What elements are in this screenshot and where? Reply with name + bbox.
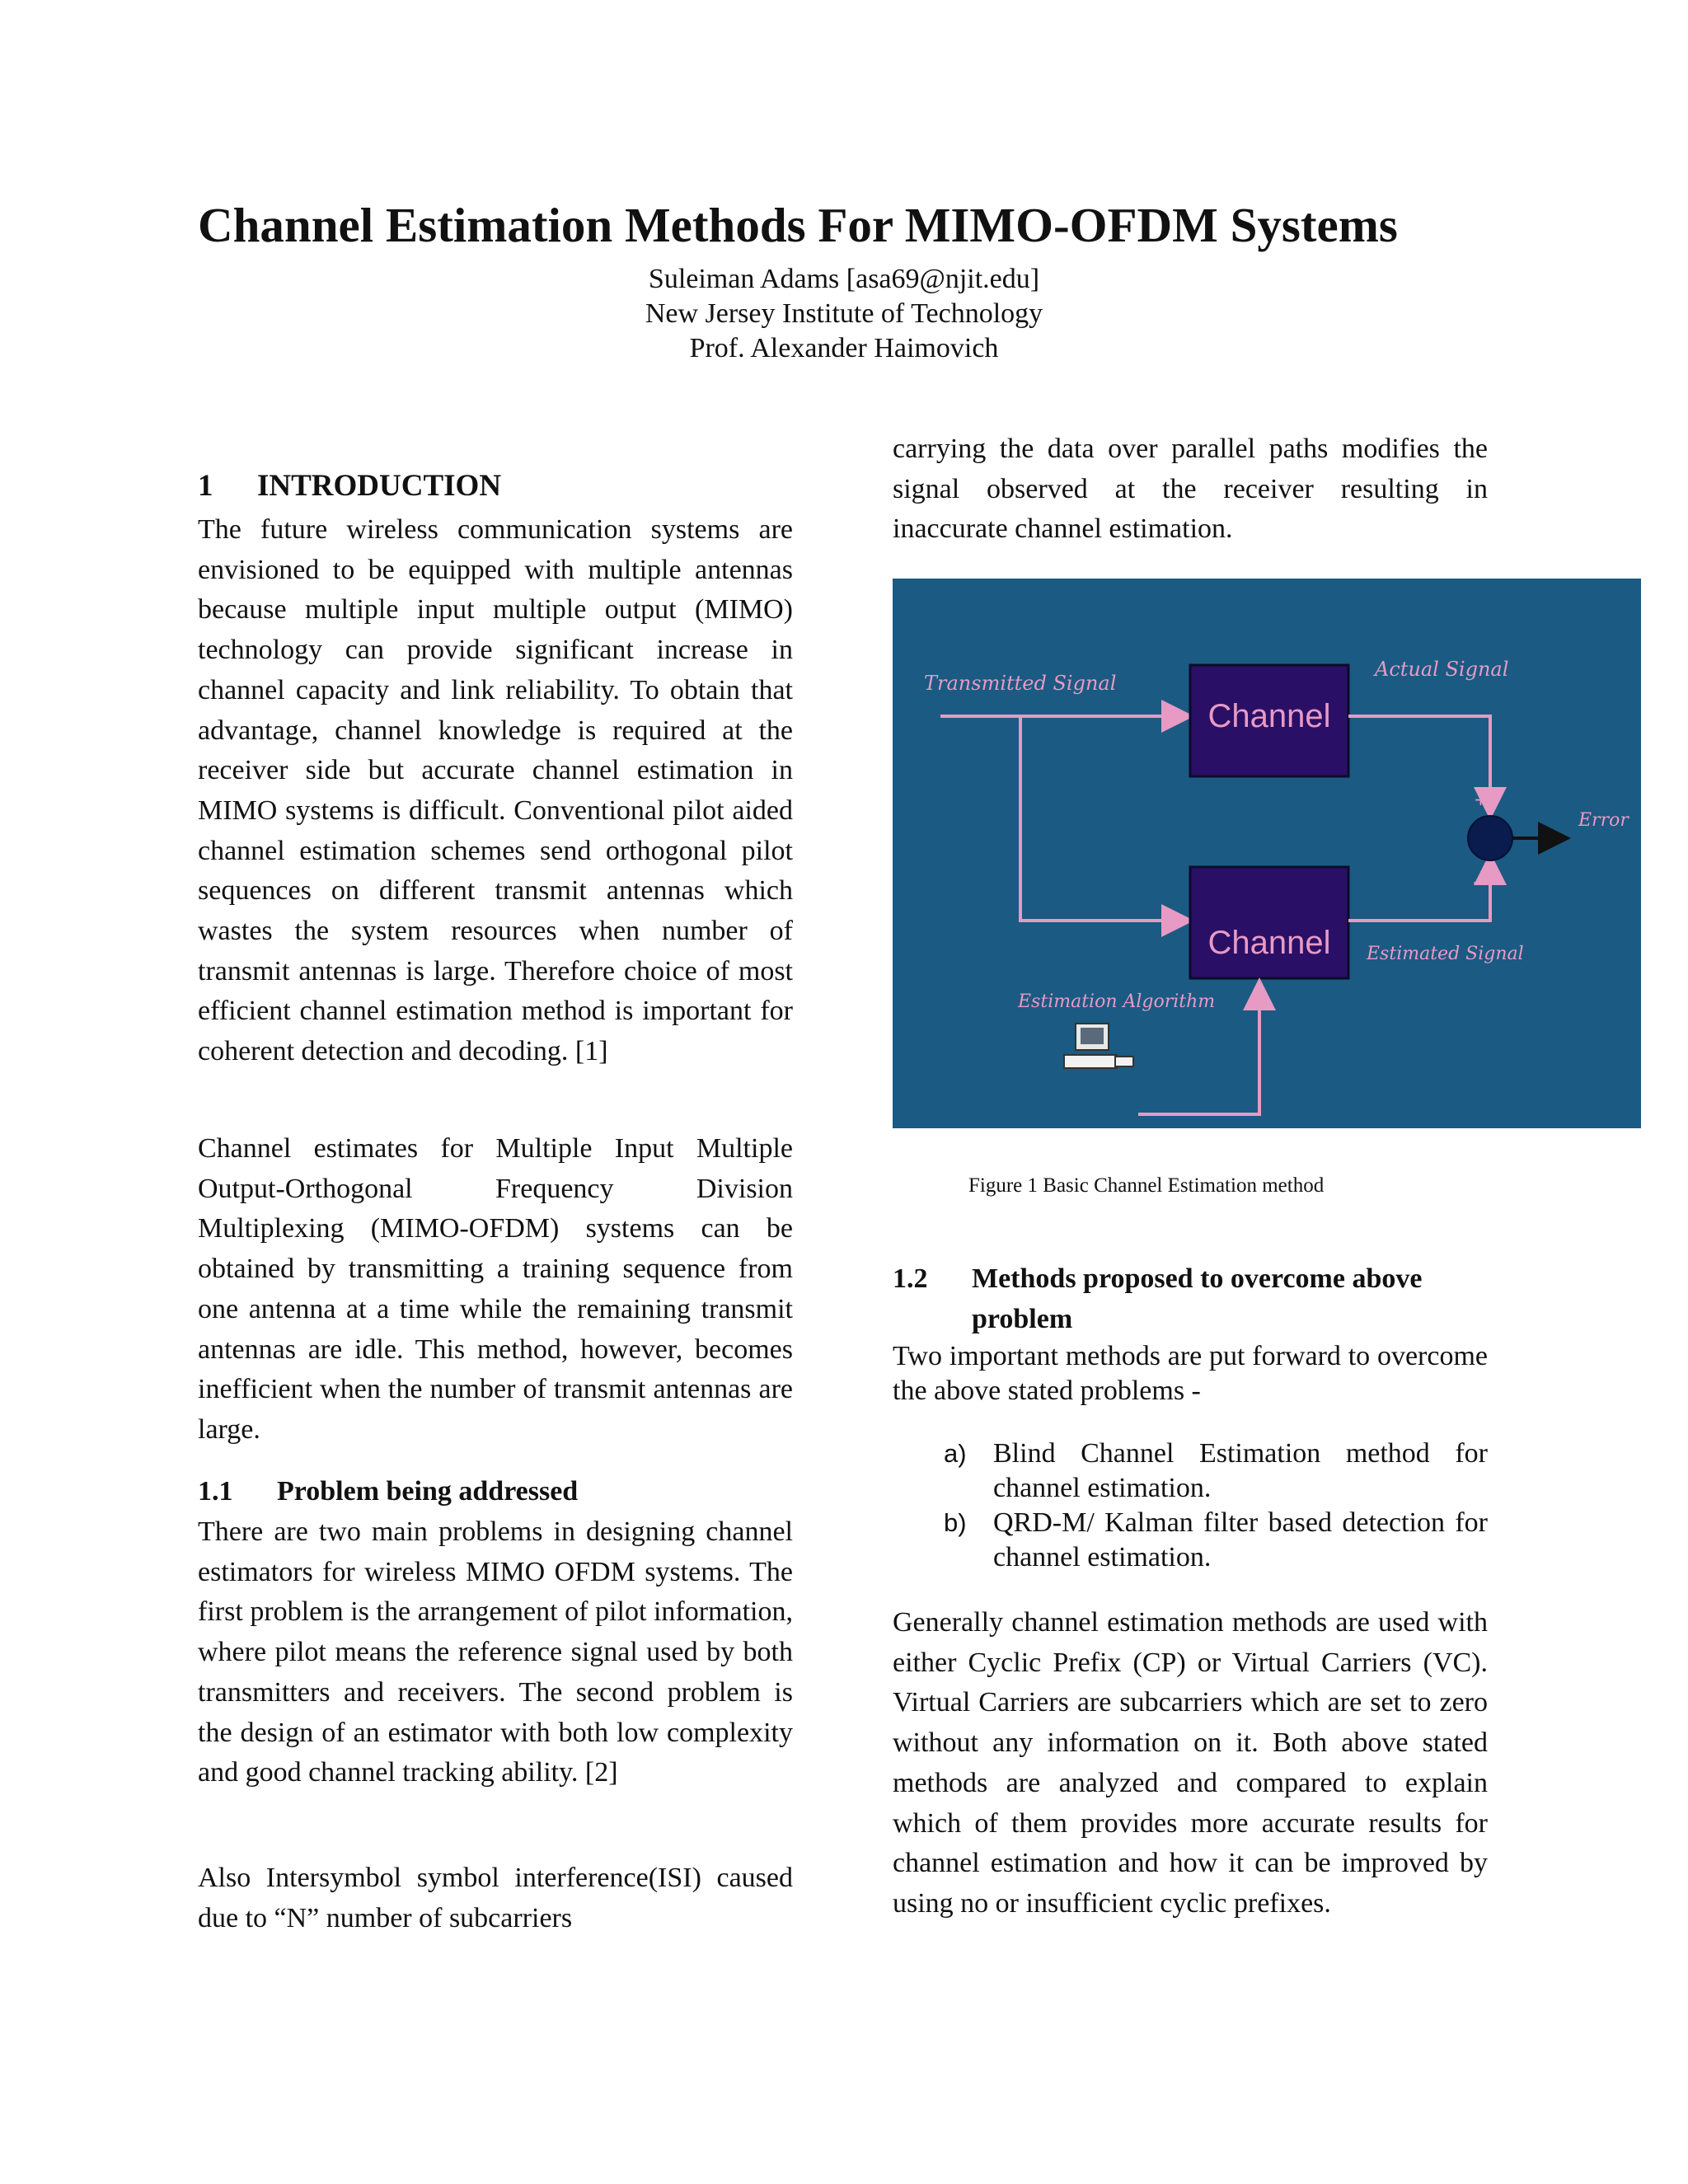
list-marker: a) <box>944 1439 967 1468</box>
channel-top-label: Channel <box>1207 698 1331 734</box>
list-item <box>893 1436 1488 1506</box>
problem-paragraph-2-start-text: Also Intersymbol symbol interference(ISI) caused due to “N” number of subcarriers <box>198 1863 793 1933</box>
problem-paragraph-2-continued-text: carrying the data over parallel paths modifies the signal observed at the receiver resulting in inaccurate channel estimation. <box>893 434 1488 545</box>
section-1-1-number: 1.1 <box>198 1476 233 1507</box>
estimation-algorithm-label: Estimation Algorithm <box>1018 991 1216 1012</box>
problem-paragraph-1-text: There are two main problems in designing channel estimators for wireless MIMO OFDM systems. The first problem is the arrangement of pilot information, where pilot means the reference signal used by both transmitters and receivers. The second problem is the design of an estimator with both low complexity and good channel tracking ability. [2] <box>198 1516 793 1788</box>
section-1-2-title-line2: problem <box>972 1303 1073 1334</box>
channel-box-bottom <box>1190 867 1348 978</box>
minus-sign: − <box>1472 873 1488 893</box>
author-institution: New Jersey Institute of Technology <box>645 298 1043 329</box>
section-1-1-title: Problem being addressed <box>277 1476 579 1507</box>
actual-signal-label: Actual Signal <box>1375 658 1509 681</box>
section-1-2-title-line1: Methods proposed to overcome above <box>972 1263 1423 1294</box>
methods-list <box>893 1436 1488 1575</box>
figure-caption: Figure 1 Basic Channel Estimation method <box>968 1174 1325 1197</box>
figure-background <box>893 579 1641 1128</box>
problem-paragraph-1 <box>198 1512 793 1793</box>
methods-paragraph <box>893 1603 1488 1924</box>
section-1-2-heading <box>893 1259 1488 1339</box>
summing-junction <box>1468 816 1512 860</box>
section-1-2-number: 1.2 <box>893 1263 928 1294</box>
paper-title: Channel Estimation Methods For MIMO-OFDM Systems <box>198 198 1398 252</box>
transmitted-signal-label: Transmitted Signal <box>924 672 1117 695</box>
section-1-title: INTRODUCTION <box>257 469 502 503</box>
list-item-text: QRD-M/ Kalman filter based detection for channel estimation. <box>993 1507 1488 1572</box>
estimated-signal-label: Estimated Signal <box>1367 944 1524 964</box>
intro-paragraph-2-text: Channel estimates for Multiple Input Multiple Output-Orthogonal Frequency Division Multiplexing (MIMO-OFDM) systems can be obtained by transmitting a training sequence from one antenna at a time while the remaining transmit antennas are idle. This method, however, becomes inefficient when the number of transmit antennas are large. <box>198 1133 793 1445</box>
problem-paragraph-2-start <box>198 1858 793 1938</box>
methods-intro <box>893 1339 1488 1408</box>
author-name-email: Suleiman Adams [asa69@njit.edu] <box>648 264 1040 294</box>
section-1-1-heading <box>198 1472 793 1512</box>
section-1-number: 1 <box>198 469 213 503</box>
plus-sign: + <box>1474 790 1488 809</box>
methods-paragraph-text: Generally channel estimation methods are used with either Cyclic Prefix (CP) or Virtual Carriers (VC). Virtual Carriers are subcarriers which are set to zero without any information on it. Both above stated methods are analyzed and compared to explain which of them provides more accurate results for channel estimation and how it can be improved by using no or insufficient cyclic prefixes. <box>893 1607 1488 1919</box>
intro-paragraph-2 <box>198 1129 793 1451</box>
channel-bottom-label: Channel <box>1207 925 1331 961</box>
error-label: Error <box>1578 810 1629 831</box>
section-1-heading <box>198 466 501 506</box>
channel-estimation-figure <box>893 579 1641 1128</box>
advisor-name: Prof. Alexander Haimovich <box>689 333 999 363</box>
intro-paragraph-1 <box>198 510 793 1072</box>
problem-paragraph-2-continued <box>893 429 1488 550</box>
list-item <box>893 1506 1488 1575</box>
author-block <box>0 262 1688 366</box>
methods-intro-text: Two important methods are put forward to overcome the above stated problems - <box>893 1341 1488 1406</box>
intro-paragraph-1-text: The future wireless communication systems are envisioned to be equipped with multiple antennas because multiple input multiple output (MIMO) technology can provide significant increase in channel capacity and link reliability. To obtain that advantage, channel knowledge is required at the receiver side but accurate channel estimation in MIMO systems is difficult. Conventional pilot aided channel estimation schemes send orthogonal pilot sequences on different transmit antennas which wastes the system resources when number of transmit antennas is large. Therefore choice of most efficient channel estimation method is important for coherent detection and decoding. [1] <box>198 514 793 1067</box>
list-marker: b) <box>944 1508 967 1537</box>
channel-estimation-diagram <box>893 579 1641 1128</box>
list-item-text: Blind Channel Estimation method for channel estimation. <box>993 1438 1488 1503</box>
